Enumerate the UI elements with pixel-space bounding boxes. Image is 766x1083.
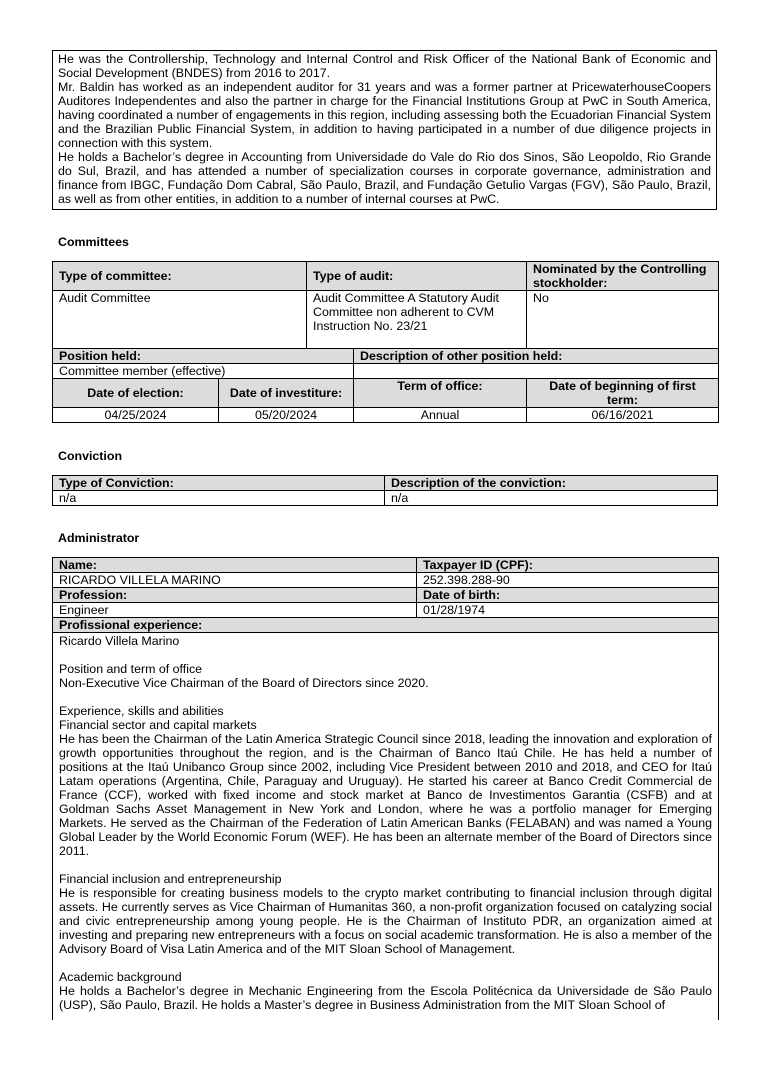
committees-title: Committees bbox=[58, 235, 129, 249]
conviction-title: Conviction bbox=[58, 449, 123, 463]
first-term-header: Date of beginning of first term: bbox=[527, 379, 719, 408]
type-of-audit-header: Type of audit: bbox=[307, 262, 527, 291]
profession-header: Profession: bbox=[53, 588, 417, 603]
committees-table bbox=[52, 261, 719, 423]
cpf-value: 252.398.288-90 bbox=[417, 573, 719, 588]
academic-text: He holds a Bachelor’s degree in Mechanic Engineering from the Escola Politécnica da Universidade de São Paulo (USP), São Paulo, Brazil. He holds a Master’s degree in Business Administration from the MIT Sloan School of bbox=[59, 984, 712, 1012]
type-of-committee-value: Audit Committee bbox=[53, 291, 307, 349]
experience-body bbox=[53, 633, 719, 1021]
academic-heading: Academic background bbox=[59, 970, 182, 984]
experience-header: Profissional experience: bbox=[53, 618, 719, 633]
conviction-table bbox=[52, 475, 718, 506]
position-term-text: Non-Executive Vice Chairman of the Board of Directors since 2020. bbox=[59, 676, 429, 690]
financial-inclusion-heading: Financial inclusion and entrepreneurship bbox=[59, 872, 282, 886]
conviction-description-header: Description of the conviction: bbox=[385, 476, 718, 491]
date-of-investiture-value: 05/20/2024 bbox=[219, 408, 354, 423]
date-of-birth-header: Date of birth: bbox=[417, 588, 719, 603]
conviction-type-header: Type of Conviction: bbox=[53, 476, 385, 491]
experience-person-name: Ricardo Villela Marino bbox=[59, 634, 180, 648]
financial-sector-text: He has been the Chairman of the Latin America Strategic Council since 2018, leading the innovation and exploration of growth opportunities throughout the region, and is the Chairman of Banco Itaú Chile. He has held a number of positions at the Itaú Unibanco Group since 2002, including Vice President between 2010 and 2018, and CEO for Itaú Latam operations (Argentina, Chile, Paraguay and Uruguay). He started his career at Banco Credit Commercial de France (CCF), worked with fixed income and stock market at Banco de Investimentos Garantia (CSFB) and at Goldman Sachs Asset Management in New York and London, where he was a portfolio manager for Emerging Markets. He served as the Chairman of the Federation of Latin American Banks (FELABAN) and was named a Young Global Leader by the World Economic Forum (WEF). He has been an alternate member of the Board of Directors since 2011. bbox=[59, 732, 712, 858]
skills-heading: Experience, skills and abilities bbox=[59, 704, 224, 718]
cpf-header: Taxpayer ID (CPF): bbox=[417, 558, 719, 573]
conviction-type-value: n/a bbox=[53, 491, 385, 506]
term-of-office-value: Annual bbox=[354, 408, 527, 423]
position-held-value: Committee member (effective) bbox=[53, 364, 354, 379]
term-of-office-header: Term of office: bbox=[354, 379, 527, 408]
administrator-table bbox=[52, 557, 719, 1020]
profession-value: Engineer bbox=[53, 603, 417, 618]
nominated-value: No bbox=[527, 291, 719, 349]
bio-paragraph: He was the Controllership, Technology and Internal Control and Risk Officer of the National Bank of Economic and Social Development (BNDES) from 2016 to 2017. bbox=[58, 52, 711, 80]
bio-paragraph: Mr. Baldin has worked as an independent auditor for 31 years and was a former partner at PricewaterhouseCoopers Auditores Independentes and also the partner in charge for the Financial Institutions Group at PwC in South America, having coordinated a number of engagements in this region, including assessing both the Ecuadorian Financial System and the Brazilian Public Financial System, in addition to having participated in a number of due diligence projects in connection with this system. bbox=[58, 80, 711, 150]
bio-paragraph: He holds a Bachelor’s degree in Accounting from Universidade do Vale do Rio dos Sinos, São Leopoldo, Rio Grande do Sul, Brazil, and has attended a number of specialization courses in corporate governance, administration and finance from IBGC, Fundação Dom Cabral, São Paulo, Brazil, and Fundação Getulio Vargas (FGV), São Paulo, Brazil, as well as from other entities, in addition to a number of internal courses at PwC. bbox=[58, 150, 711, 206]
type-of-audit-value: Audit Committee A Statutory Audit Committee non adherent to CVM Instruction No. 23/21 bbox=[307, 291, 527, 349]
conviction-description-value: n/a bbox=[385, 491, 718, 506]
date-of-election-header: Date of election: bbox=[53, 379, 219, 408]
type-of-committee-header: Type of committee: bbox=[53, 262, 307, 291]
name-header: Name: bbox=[53, 558, 417, 573]
other-position-value bbox=[354, 364, 719, 379]
financial-inclusion-text: He is responsible for creating business models to the crypto market contributing to financial inclusion through digital assets. He currently serves as Vice Chairman of Humanitas 360, a non-profit organization focused on catalyzing social and civic entrepreneurship among young people. He is the Chairman of Instituto PDR, an organization aimed at investing and preparing new entrepreneurs with a focus on social academic transformation. He is also a member of the Advisory Board of Visa Latin America and of the MIT Sloan School of Management. bbox=[59, 886, 712, 956]
date-of-election-value: 04/25/2024 bbox=[53, 408, 219, 423]
bio-continuation-box bbox=[52, 50, 717, 210]
position-term-heading: Position and term of office bbox=[59, 662, 203, 676]
date-of-birth-value: 01/28/1974 bbox=[417, 603, 719, 618]
administrator-title: Administrator bbox=[58, 531, 140, 545]
financial-sector-heading: Financial sector and capital markets bbox=[59, 718, 257, 732]
date-of-investiture-header: Date of investiture: bbox=[219, 379, 354, 408]
name-value: RICARDO VILLELA MARINO bbox=[53, 573, 417, 588]
first-term-value: 06/16/2021 bbox=[527, 408, 719, 423]
nominated-header: Nominated by the Controlling stockholder: bbox=[527, 262, 719, 291]
position-held-header: Position held: bbox=[53, 349, 354, 364]
other-position-header: Description of other position held: bbox=[354, 349, 719, 364]
